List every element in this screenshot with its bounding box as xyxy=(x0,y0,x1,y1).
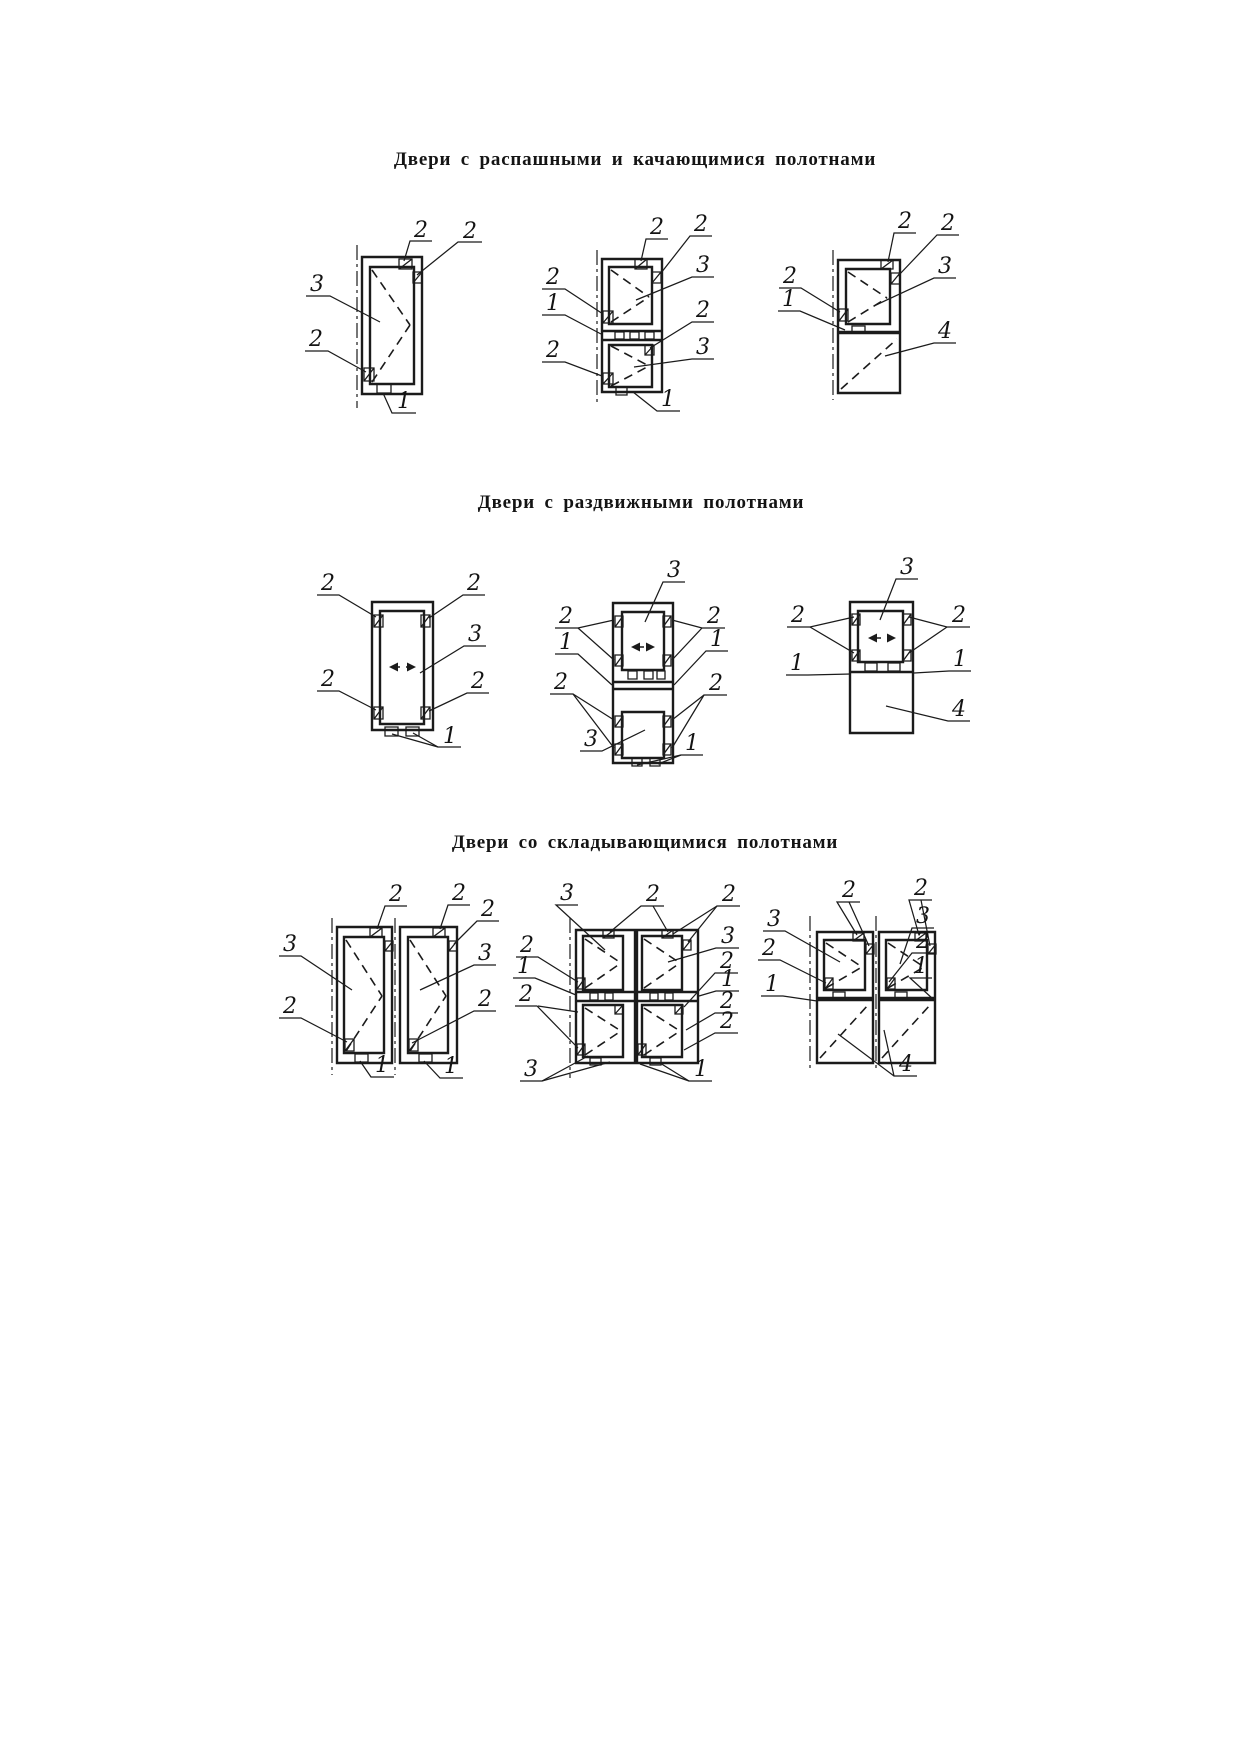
callout-leader xyxy=(550,694,614,720)
callout-leader xyxy=(910,978,933,999)
callout-label: 3 xyxy=(900,555,914,580)
callout-label: 3 xyxy=(696,335,710,360)
callout-label: 1 xyxy=(685,731,699,756)
callout-label: 3 xyxy=(478,941,492,966)
callout-label: 2 xyxy=(720,989,734,1014)
diagram-two-leaf-folding-door xyxy=(279,881,499,1079)
callout-leader xyxy=(634,359,714,367)
frame-and-leaves xyxy=(602,259,662,392)
guide-marks xyxy=(615,616,671,766)
callout-label: 2 xyxy=(283,994,297,1019)
callout-label: 2 xyxy=(414,218,428,243)
callout-leader xyxy=(888,233,916,262)
callout-leader xyxy=(876,278,956,305)
callout-leader xyxy=(429,595,485,618)
callout-label: 1 xyxy=(559,630,573,655)
callout-leader xyxy=(412,1011,496,1043)
leader-fan xyxy=(810,627,947,653)
callout-leader xyxy=(778,311,845,330)
callout-label: 3 xyxy=(310,272,324,297)
callout-label: 2 xyxy=(554,670,568,695)
callout-label: 3 xyxy=(938,254,952,279)
callout-label: 2 xyxy=(520,933,534,958)
callout-label: 2 xyxy=(467,571,481,596)
frames-and-leaves xyxy=(337,927,457,1063)
callout-label: 3 xyxy=(524,1057,538,1082)
callout-label: 2 xyxy=(707,604,721,629)
swing-direction-lines xyxy=(372,270,410,382)
callout-label: 4 xyxy=(899,1052,913,1077)
callout-leader xyxy=(440,905,470,929)
callout-leader xyxy=(641,239,668,261)
callout-label: 1 xyxy=(721,967,735,992)
callout-leader xyxy=(885,343,956,356)
callout-label: 1 xyxy=(375,1053,389,1078)
callout-label: 2 xyxy=(709,671,723,696)
callout-label: 3 xyxy=(667,558,681,583)
section-title-swing-doors: Двери с распашными и качающимися полотнами xyxy=(393,149,877,170)
callout-label: 2 xyxy=(694,212,708,237)
callout-leader xyxy=(672,695,727,720)
callout-label: 1 xyxy=(765,972,779,997)
callout-label: 1 xyxy=(953,647,967,672)
callout-label: 2 xyxy=(783,264,797,289)
callout-label: 2 xyxy=(321,571,335,596)
callout-label: 2 xyxy=(898,209,912,234)
swing-direction-lines xyxy=(841,272,897,389)
callout-label: 3 xyxy=(560,881,574,906)
frames-and-leaves xyxy=(576,930,698,1063)
callout-label: 2 xyxy=(478,987,492,1012)
callout-label: 2 xyxy=(309,327,323,352)
callout-label: 1 xyxy=(790,651,804,676)
callout-leader xyxy=(417,242,482,275)
callout-label: 2 xyxy=(720,949,734,974)
callout-leader xyxy=(542,315,601,334)
diagram-single-leaf-swing-door xyxy=(305,218,482,414)
frame-and-leaf xyxy=(372,602,433,730)
callout-label: 1 xyxy=(397,389,411,414)
callout-label: 2 xyxy=(519,982,533,1007)
callout-leader xyxy=(556,905,605,950)
callout-label: 3 xyxy=(916,904,930,929)
slide-arrow-heads xyxy=(868,634,896,643)
section-title-sliding-doors: Двери с раздвижными полотнами xyxy=(477,492,805,513)
callout-label: 3 xyxy=(283,932,297,957)
callout-leader xyxy=(684,1033,738,1050)
callout-label: 2 xyxy=(452,881,466,906)
callout-leader xyxy=(377,906,407,929)
callout-label: 2 xyxy=(762,936,776,961)
diagram-folding-door-with-panels xyxy=(758,876,936,1077)
callout-leader xyxy=(454,921,499,944)
callout-label: 1 xyxy=(661,387,675,412)
callout-leader xyxy=(317,691,376,710)
diagram-single-leaf-sliding-door xyxy=(317,571,489,749)
leader-fan xyxy=(538,906,717,1081)
callout-label: 2 xyxy=(546,265,560,290)
callout-leader xyxy=(515,1006,578,1048)
swing-direction-lines xyxy=(611,270,649,386)
callout-label: 1 xyxy=(546,291,560,316)
callout-label: 4 xyxy=(938,319,952,344)
callout-label: 1 xyxy=(444,1054,458,1079)
diagram-sliding-door-with-panel xyxy=(786,555,971,733)
callout-label: 3 xyxy=(696,253,710,278)
callout-label: 2 xyxy=(916,929,930,954)
swing-direction-lines xyxy=(346,940,446,1051)
callout-label: 2 xyxy=(842,878,856,903)
callout-label: 3 xyxy=(468,622,482,647)
callout-label: 2 xyxy=(646,882,660,907)
callout-label: 2 xyxy=(650,215,664,240)
callout-leader xyxy=(914,671,971,673)
callout-label: 2 xyxy=(914,876,928,901)
diagram-swing-door-with-panel xyxy=(778,209,959,400)
callout-leader xyxy=(542,362,602,376)
callout-label: 3 xyxy=(767,907,781,932)
callout-label: 1 xyxy=(694,1057,708,1082)
callout-label: 2 xyxy=(321,667,335,692)
diagram-double-leaf-sliding-door xyxy=(550,558,728,766)
callout-label: 2 xyxy=(546,338,560,363)
callout-label: 2 xyxy=(722,882,736,907)
swing-direction-lines xyxy=(585,939,680,1055)
callout-label: 2 xyxy=(720,1009,734,1034)
callout-label: 1 xyxy=(443,724,457,749)
callout-label: 2 xyxy=(463,219,477,244)
callout-label: 1 xyxy=(782,287,796,312)
callout-label: 2 xyxy=(471,669,485,694)
callout-label: 2 xyxy=(941,211,955,236)
callout-label: 3 xyxy=(721,924,735,949)
callout-leader xyxy=(429,693,489,711)
callout-leader xyxy=(279,956,352,990)
callout-label: 4 xyxy=(952,697,966,722)
callout-label: 1 xyxy=(710,627,724,652)
callout-label: 2 xyxy=(389,882,403,907)
diagram-four-leaf-folding-door xyxy=(513,881,740,1082)
section-title-folding-doors: Двери со складывающимися полотнами xyxy=(451,832,839,853)
slide-arrow-heads xyxy=(389,663,416,672)
callout-label: 2 xyxy=(696,298,710,323)
diagram-double-leaf-swing-door xyxy=(542,212,714,412)
callout-label: 2 xyxy=(952,603,966,628)
callout-leader xyxy=(317,595,376,617)
callout-label: 2 xyxy=(481,897,495,922)
callout-label: 1 xyxy=(517,954,531,979)
callout-label: 1 xyxy=(914,954,928,979)
callout-label: 3 xyxy=(584,727,598,752)
callout-label: 2 xyxy=(559,604,573,629)
callout-label: 2 xyxy=(791,603,805,628)
guide-marks xyxy=(374,615,430,736)
